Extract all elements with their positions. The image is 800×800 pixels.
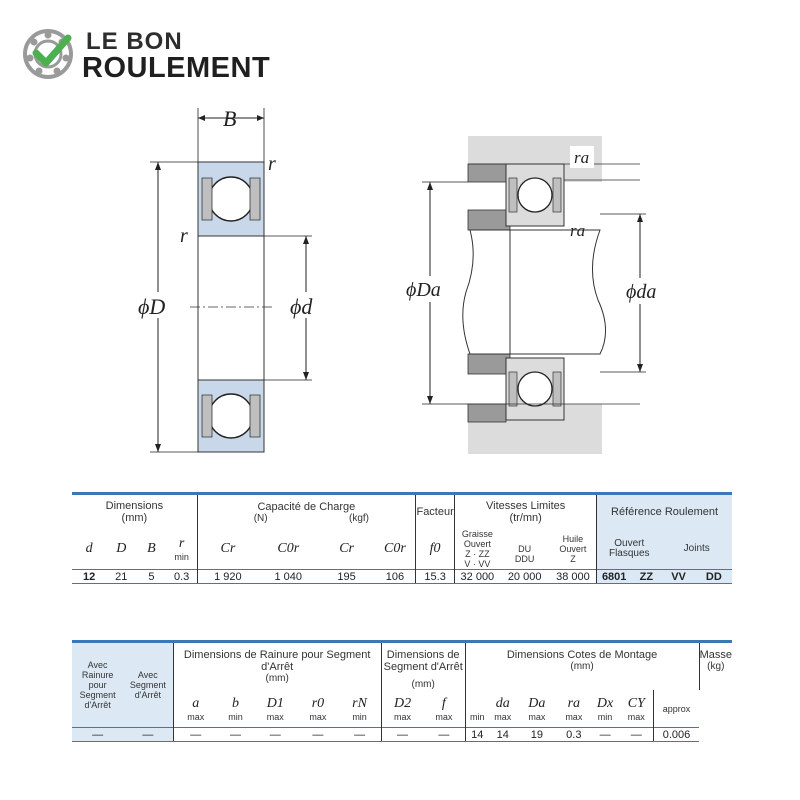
label-phi-d: ϕd [290, 294, 313, 319]
label-r-side: r [180, 225, 188, 247]
header-factor: Facteur [416, 494, 455, 530]
mounting-spec-table: Avec Rainure pour Segment d'Arrêt Avec Segment d'Arrêt Dimensions de Rainure pour Segment d'Arrêt (mm) Dimensions de Segment d'Arrêt (mm) Dimensions Cotes de Montage (mm) Masse (kg) a max b min D1 max r0 max rN min D2 max f max min da max Da max ra max Dx min CY max approx — — — — — — — — — 14 14 19 0.3 — — 0.006 [72, 640, 732, 742]
header-mass: Masse (kg) [699, 649, 732, 672]
header-groove-dims: Dimensions de Rainure pour Segment d'Arrêt (mm) [173, 642, 381, 691]
label-r-top: r [268, 153, 276, 175]
label-phi-da: ϕda [626, 281, 657, 303]
header-ring: Avec Segment d'Arrêt [123, 642, 173, 728]
label-phi-Da: ϕDa [406, 279, 441, 301]
bearing-cross-section [138, 106, 328, 452]
label-ra-top: ra [574, 148, 590, 167]
table-row: — — — — — — — — — 14 14 19 0.3 — — 0.006 [72, 728, 732, 742]
label-B: B [223, 106, 237, 131]
table-row: 12 21 5 0.3 1 920 1 040 195 106 15.3 32 000 20 000 38 000 6801 ZZ VV DD [72, 570, 732, 584]
bearing-spec-table: Dimensions (mm) Capacité de Charge (N) (kgf) Facteur Vitesses Limites (tr/mn) Référence Roulement d D B r min Cr C0r Cr C0r f0 Graisse Ouvert Z · ZZ V · VV DU DDU Huile Ouvert Z Ouvert Flasques Joints 12 21 5 0.3 1 920 1 040 195 106 15.3 32 000 20 000 38 000 6801 ZZ VV DD [72, 492, 732, 584]
header-capacity: Capacité de Charge (N) (kgf) [197, 494, 415, 530]
header-groove: Avec Rainure pour Segment d'Arrêt [72, 642, 123, 728]
label-phi-D: ϕD [138, 294, 166, 319]
brand-line-2: ROULEMENT [82, 52, 271, 84]
header-mounting: Dimensions Cotes de Montage (mm) [465, 642, 699, 691]
header-ring-dims: Dimensions de Segment d'Arrêt (mm) [381, 642, 465, 691]
header-speeds: Vitesses Limites (tr/mn) [455, 494, 597, 530]
brand-line-1: LE BON [86, 28, 183, 55]
label-ra-side: ra [570, 221, 586, 240]
header-dimensions: Dimensions (mm) [72, 494, 197, 530]
mounting-drawing [404, 136, 670, 454]
header-reference: Référence Roulement [597, 494, 732, 530]
